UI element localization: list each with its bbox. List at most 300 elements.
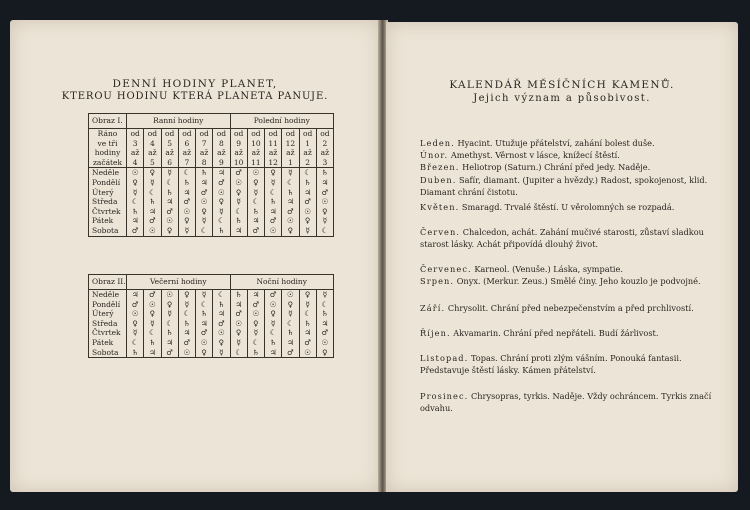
- planet-symbol: ♀: [132, 177, 138, 187]
- hour-label: až: [320, 148, 330, 158]
- planet-symbol: ☉: [131, 168, 139, 178]
- planet-column: [161, 168, 178, 236]
- stone-entry: [420, 328, 712, 340]
- day-label: Úterý: [92, 187, 114, 197]
- planet-column: [144, 168, 161, 236]
- hour-column-header: [161, 129, 178, 168]
- hour-column-header: [127, 129, 144, 168]
- stone-entry: [420, 353, 712, 376]
- planet-symbol: ☾: [149, 328, 156, 338]
- planet-column: [247, 168, 264, 236]
- planet-symbol: ☿: [270, 318, 276, 328]
- planet-symbol: ♄: [131, 347, 139, 357]
- planet-symbol: ☿: [288, 309, 293, 319]
- planet-symbol: ☿: [253, 187, 259, 197]
- planet-symbol: ♄: [304, 318, 311, 328]
- hour-label: od: [251, 129, 261, 138]
- planet-symbol: ♄: [218, 225, 225, 235]
- hour-label: 4: [149, 138, 155, 148]
- table-label: Obraz I.: [89, 114, 127, 129]
- planet-symbol: ♂: [304, 337, 311, 347]
- planet-symbol: ♂: [149, 216, 156, 226]
- planet-symbol: ☉: [235, 318, 242, 328]
- planet-symbol: ☉: [252, 168, 260, 178]
- planet-symbol: ☿: [167, 168, 172, 178]
- planet-symbol: ☿: [132, 328, 138, 338]
- planet-symbol: ♂: [304, 197, 311, 207]
- start-label: Ráno: [97, 129, 118, 138]
- planet-symbol: ☾: [131, 337, 139, 347]
- planet-symbol: ♂: [287, 347, 294, 357]
- planet-symbol: ♀: [304, 290, 311, 299]
- month-name: Červen.: [420, 227, 461, 237]
- planet-symbol: ♄: [304, 177, 311, 187]
- planet-symbol: ♄: [183, 177, 191, 187]
- planet-symbol: ☾: [218, 216, 225, 226]
- month-name: Leden.: [420, 138, 455, 148]
- stone-entry: [420, 276, 712, 288]
- stone-description: Amethyst. Věrnost v lásce, knížecí štěstí.: [450, 150, 620, 160]
- planet-symbol: ♄: [235, 216, 242, 226]
- planet-symbol: ☉: [166, 216, 173, 226]
- planet-symbol: ♃: [235, 225, 242, 235]
- month-name: Červenec.: [420, 264, 472, 274]
- planet-symbol: ♄: [252, 206, 260, 216]
- hour-label: 12: [285, 138, 296, 148]
- hour-label: od: [268, 129, 278, 138]
- planet-symbol: ☿: [184, 299, 190, 309]
- planet-symbol: ♀: [218, 197, 225, 207]
- table-label: Obraz II.: [89, 275, 127, 290]
- planet-symbol: ☿: [270, 177, 276, 187]
- planet-column: [144, 290, 161, 358]
- planet-symbol: ♂: [166, 347, 173, 357]
- hour-label: 2: [322, 138, 328, 148]
- planet-symbol: ♂: [252, 225, 260, 235]
- planet-symbol: ♀: [149, 168, 156, 178]
- month-name: Říjen.: [420, 328, 451, 338]
- planet-symbol: ♄: [218, 299, 225, 309]
- planet-symbol: ♀: [304, 216, 311, 226]
- planet-symbol: ☾: [321, 225, 329, 235]
- month-name: Listopad.: [420, 353, 469, 363]
- planet-symbol: ♀: [132, 318, 138, 328]
- hour-label: 3: [132, 138, 138, 148]
- planet-symbol: ☾: [252, 197, 260, 207]
- hour-label: od: [182, 129, 192, 138]
- planet-symbol: ♂: [200, 328, 208, 338]
- planet-symbol: ♀: [201, 206, 207, 216]
- planet-symbol: ☾: [269, 187, 277, 197]
- planet-column: [213, 168, 230, 236]
- hour-label: až: [130, 148, 140, 158]
- planet-symbol: ♄: [321, 309, 329, 319]
- planet-symbol: ♂: [321, 187, 329, 197]
- planet-symbol: ♃: [252, 290, 260, 299]
- stone-entry: [420, 175, 712, 198]
- planet-symbol: ♃: [149, 206, 156, 216]
- planet-symbol: ♂: [287, 206, 294, 216]
- planet-symbol: ☾: [183, 168, 191, 178]
- planet-symbol: ☾: [235, 347, 242, 357]
- planet-symbol: ♀: [166, 299, 173, 309]
- planet-symbol: ♀: [201, 347, 207, 357]
- stone-entry: [420, 227, 712, 250]
- planet-symbol: ♀: [322, 347, 328, 357]
- stones-calendar-title: KALENDÁŘ MĚSÍČNÍCH KAMENŮ.: [449, 79, 675, 91]
- planet-symbol: ☾: [200, 225, 208, 235]
- planet-symbol: ♃: [183, 187, 191, 197]
- hour-label: 5: [149, 157, 155, 167]
- planet-symbol: ☾: [131, 197, 139, 207]
- planet-symbol: ♄: [166, 328, 173, 338]
- planet-column: [299, 290, 316, 358]
- planet-column: [299, 168, 316, 236]
- hour-label: 1: [287, 157, 293, 167]
- planet-symbol: ♀: [184, 290, 190, 299]
- planet-symbol: ☿: [184, 225, 190, 235]
- planet-column: [247, 290, 264, 358]
- hour-label: od: [147, 129, 158, 138]
- hour-label: 9: [236, 138, 242, 148]
- planet-symbol: ♃: [304, 187, 311, 197]
- hour-label: 3: [322, 157, 328, 167]
- planet-symbol: ☉: [200, 197, 208, 207]
- start-label-cell: [89, 129, 127, 168]
- planet-symbol: ♃: [269, 347, 277, 357]
- hour-label: od: [320, 129, 330, 138]
- planet-symbol: ♃: [304, 328, 311, 338]
- stone-entry: [420, 162, 712, 174]
- planet-symbol: ☉: [131, 309, 139, 319]
- hour-label: od: [302, 129, 313, 138]
- planet-symbol: ☉: [269, 225, 277, 235]
- planet-symbol: ☉: [304, 206, 311, 216]
- hour-column-header: [282, 129, 299, 168]
- planet-symbol: ♃: [287, 337, 294, 347]
- stone-description: Topas. Chrání proti zlým vášním. Ponouká fantasii. Představuje štěstí lásky. Kámen přátelství.: [420, 353, 682, 375]
- day-labels-cell: [89, 290, 127, 358]
- day-label: Úterý: [92, 309, 114, 319]
- planet-symbol: ♃: [166, 197, 173, 207]
- planet-symbol: ♀: [287, 299, 294, 309]
- planet-symbol: ♄: [149, 337, 156, 347]
- planet-symbol: ☾: [321, 299, 329, 309]
- planet-symbol: ♃: [269, 206, 277, 216]
- planet-symbol: ♃: [252, 216, 260, 226]
- day-label: Pátek: [92, 216, 114, 226]
- planet-symbol: ☿: [201, 216, 207, 226]
- planet-symbol: ♀: [253, 177, 259, 187]
- right-page: [386, 22, 738, 492]
- planet-column: [178, 168, 195, 236]
- planet-symbol: ☿: [150, 177, 155, 187]
- planet-symbol: ☾: [166, 318, 173, 328]
- hour-label: od: [233, 129, 244, 138]
- hour-label: od: [130, 129, 140, 138]
- planet-symbol: ♂: [235, 168, 242, 178]
- hour-label: až: [303, 148, 312, 158]
- planet-symbol: ☿: [150, 318, 155, 328]
- hour-label: od: [164, 129, 175, 138]
- planet-column: [127, 168, 144, 236]
- planet-symbol: ♂: [235, 309, 242, 319]
- hour-label: 4: [132, 157, 138, 167]
- hour-column-header: [213, 129, 230, 168]
- planet-symbol: ☉: [183, 347, 191, 357]
- month-name: Prosinec.: [420, 391, 469, 401]
- planet-column: [282, 168, 299, 236]
- day-label: Pátek: [92, 337, 114, 347]
- day-label: Neděle: [92, 290, 120, 299]
- planet-symbol: ♂: [252, 299, 260, 309]
- planet-symbol: ♃: [218, 168, 225, 178]
- planet-symbol: ♄: [149, 197, 156, 207]
- planet-symbol: ♄: [269, 197, 277, 207]
- planet-symbol: ☾: [149, 187, 156, 197]
- planet-symbol: ♀: [166, 225, 173, 235]
- hour-label: 5: [167, 138, 173, 148]
- planet-symbol: ☾: [304, 309, 311, 319]
- planet-symbol: ♀: [235, 328, 242, 338]
- stone-description: Karneol. (Venuše.) Láska, sympatie.: [474, 264, 623, 274]
- planet-symbol: ♄: [200, 168, 208, 178]
- planet-symbol: ♀: [253, 318, 259, 328]
- planet-symbol: ☉: [321, 337, 329, 347]
- planet-symbol: ☉: [149, 299, 156, 309]
- start-label: začátek: [92, 157, 123, 167]
- planet-column: [196, 168, 213, 236]
- planet-symbol: ☾: [287, 318, 294, 328]
- planet-symbol: ♃: [287, 197, 294, 207]
- hour-column-header: [144, 129, 161, 168]
- day-label: Čtvrtek: [92, 206, 121, 216]
- hour-label: až: [268, 148, 278, 158]
- planet-symbol: ♄: [269, 337, 277, 347]
- hour-label: 8: [201, 157, 207, 167]
- planet-symbol: ☉: [287, 290, 294, 299]
- planet-symbol: ♀: [235, 187, 242, 197]
- planet-symbol: ☾: [252, 337, 260, 347]
- planet-column: [230, 290, 247, 358]
- planet-symbol: ♂: [183, 197, 191, 207]
- planet-column: [230, 168, 247, 236]
- hour-label: 6: [167, 157, 173, 167]
- day-label: Pondělí: [92, 177, 121, 187]
- planet-symbol: ☉: [235, 177, 242, 187]
- planet-symbol: ♄: [183, 318, 191, 328]
- month-name: Září.: [420, 303, 446, 313]
- stone-description: Chrysolit. Chrání před nebezpečenstvím a před prchlivostí.: [447, 303, 694, 313]
- hour-label: až: [217, 148, 226, 158]
- stone-description: Hyacint. Utužuje přátelství, zahání bolest duše.: [457, 138, 655, 148]
- hour-label: 10: [233, 157, 244, 167]
- planet-symbol: ♀: [184, 216, 190, 226]
- planet-symbol: ♂: [131, 225, 139, 235]
- planet-symbol: ♄: [287, 328, 294, 338]
- planet-symbol: ♃: [321, 318, 329, 328]
- start-label: ve tři: [97, 138, 118, 148]
- hour-label: 6: [184, 138, 190, 148]
- day-label: Středa: [92, 197, 118, 207]
- hour-column-header: [299, 129, 316, 168]
- planet-symbol: ♄: [287, 187, 294, 197]
- day-label: Pondělí: [92, 299, 121, 309]
- hour-label: 10: [251, 138, 261, 148]
- hour-column-header: [196, 129, 213, 168]
- planet-column: [265, 290, 282, 358]
- planet-symbol: ♀: [218, 337, 225, 347]
- hour-column-header: [265, 129, 282, 168]
- hour-label: 8: [218, 138, 224, 148]
- planet-symbol: ☉: [252, 309, 260, 319]
- planet-symbol: ☿: [167, 309, 172, 319]
- stone-description: Safír, diamant. (Jupiter a hvězdy.) Radost, spokojenost, klid. Diamant chrání čistotu.: [420, 175, 708, 197]
- hour-label: 11: [251, 157, 261, 167]
- hour-column-header: [230, 129, 247, 168]
- hour-label: 2: [305, 157, 311, 167]
- planet-hours-table-1: [88, 113, 334, 237]
- stone-entry: [420, 264, 712, 276]
- planet-hours-subtitle: KTEROU HODINU KTERÁ PLANETA PANUJE.: [61, 91, 329, 102]
- planet-symbol: ♂: [321, 328, 329, 338]
- planet-symbol: ☿: [201, 290, 207, 299]
- planet-symbol: ☿: [236, 197, 241, 207]
- planet-symbol: ♄: [131, 206, 139, 216]
- planet-symbol: ♂: [131, 299, 139, 309]
- start-label: hodiny: [94, 148, 121, 158]
- hour-label: až: [234, 148, 243, 158]
- month-name: Březen.: [420, 162, 460, 172]
- planet-symbol: ☿: [288, 168, 293, 178]
- planet-symbol: ♃: [200, 177, 208, 187]
- planet-symbol: ☿: [132, 187, 138, 197]
- planet-symbol: ☿: [305, 225, 310, 235]
- planet-column: [316, 168, 333, 236]
- stone-description: Chalcedon, achát. Zahání mučivé starosti, zůstaví sladkou starost lásky. Achát připovídá dlouhý život.: [420, 227, 704, 249]
- planet-symbol: ♂: [269, 290, 277, 299]
- group-header: Noční hodiny: [230, 275, 334, 290]
- stone-entry: [420, 150, 712, 162]
- hour-label: až: [286, 148, 295, 158]
- stone-description: Chrysopras, tyrkis. Naděje. Vždy ochráncem. Tyrkis značí odvahu.: [420, 391, 712, 413]
- planet-symbol: ☾: [269, 328, 277, 338]
- hour-label: až: [199, 148, 209, 158]
- hour-label: od: [199, 129, 209, 138]
- planet-symbol: ☉: [200, 337, 208, 347]
- hour-label: až: [182, 148, 192, 158]
- planet-symbol: ☾: [235, 206, 242, 216]
- planet-symbol: ☉: [218, 328, 225, 338]
- planet-symbol: ♄: [252, 347, 260, 357]
- planet-column: [282, 290, 299, 358]
- planet-symbol: ☾: [183, 309, 191, 319]
- hour-column-header: [178, 129, 195, 168]
- month-name: Květen.: [420, 202, 460, 212]
- planet-symbol: ☿: [253, 328, 259, 338]
- planet-symbol: ☉: [321, 197, 329, 207]
- month-name: Duben.: [420, 175, 457, 185]
- hour-label: 7: [201, 138, 207, 148]
- planet-symbol: ☉: [287, 216, 294, 226]
- planet-column: [316, 290, 333, 358]
- planet-symbol: ♄: [166, 187, 173, 197]
- planet-column: [196, 290, 213, 358]
- planet-symbol: ♂: [218, 318, 225, 328]
- stone-description: Smaragd. Trvalé štěstí. U věrolomných se rozpadá.: [461, 202, 675, 212]
- hour-label: 7: [184, 157, 190, 167]
- planet-symbol: ♃: [183, 328, 191, 338]
- planet-symbol: ♃: [131, 290, 139, 299]
- planet-symbol: ♀: [322, 206, 328, 216]
- planet-symbol: ♄: [200, 309, 208, 319]
- hour-label: 11: [268, 138, 278, 148]
- planet-symbol: ☾: [287, 177, 294, 187]
- left-page: [10, 20, 380, 492]
- planet-symbol: ♃: [218, 309, 225, 319]
- group-header: Ranní hodiny: [127, 114, 231, 129]
- planet-symbol: ♀: [270, 168, 276, 178]
- planet-symbol: ☾: [304, 168, 311, 178]
- planet-symbol: ♀: [270, 309, 276, 319]
- day-labels-cell: [89, 168, 127, 236]
- stone-description: Onyx. (Merkur. Zeus.) Smělé činy. Jeho kouzlo je podvojné.: [456, 276, 701, 286]
- day-label: Sobota: [92, 225, 119, 235]
- planet-symbol: ☿: [322, 216, 328, 226]
- day-label: Středa: [92, 318, 118, 328]
- planet-symbol: ♂: [183, 337, 191, 347]
- planet-column: [127, 290, 144, 358]
- day-label: Sobota: [92, 347, 119, 357]
- planet-symbol: ♂: [200, 187, 208, 197]
- planet-symbol: ☾: [218, 290, 225, 299]
- planet-symbol: ☾: [166, 177, 173, 187]
- hour-column-header: [247, 129, 264, 168]
- planet-symbol: ☉: [218, 187, 225, 197]
- planet-symbol: ♄: [321, 168, 329, 178]
- planet-column: [213, 290, 230, 358]
- planet-symbol: ☉: [166, 290, 173, 299]
- planet-symbol: ☉: [183, 206, 191, 216]
- planet-symbol: ♃: [166, 337, 173, 347]
- planet-symbol: ☿: [236, 337, 241, 347]
- stone-description: Akvamarin. Chrání před nepřáteli. Budí žárlivost.: [453, 328, 659, 338]
- stones-calendar-subtitle: Jejich význam a působivost.: [473, 93, 651, 104]
- planet-symbol: ☉: [269, 299, 277, 309]
- planet-symbol: ♃: [235, 299, 242, 309]
- group-header: Večerní hodiny: [127, 275, 231, 290]
- planet-hours-title: DENNÍ HODINY PLANET,: [112, 78, 278, 90]
- hour-label: až: [148, 148, 157, 158]
- stone-entry: [420, 202, 712, 214]
- planet-symbol: ♂: [269, 216, 277, 226]
- planet-symbol: ☉: [149, 225, 156, 235]
- hour-label: až: [251, 148, 261, 158]
- planet-symbol: ♀: [149, 309, 156, 319]
- planet-hours-table-2: [88, 274, 334, 358]
- planet-symbol: ☿: [219, 347, 224, 357]
- hour-label: 9: [218, 157, 224, 167]
- planet-symbol: ☿: [305, 299, 310, 309]
- planet-symbol: ♄: [235, 290, 242, 299]
- hour-label: 1: [305, 138, 311, 148]
- planet-symbol: ♃: [149, 347, 156, 357]
- hour-label: 12: [268, 157, 278, 167]
- planet-symbol: ☉: [304, 347, 311, 357]
- day-label: Čtvrtek: [92, 328, 121, 338]
- planet-symbol: ♂: [149, 290, 156, 299]
- month-name: Únor.: [420, 150, 449, 160]
